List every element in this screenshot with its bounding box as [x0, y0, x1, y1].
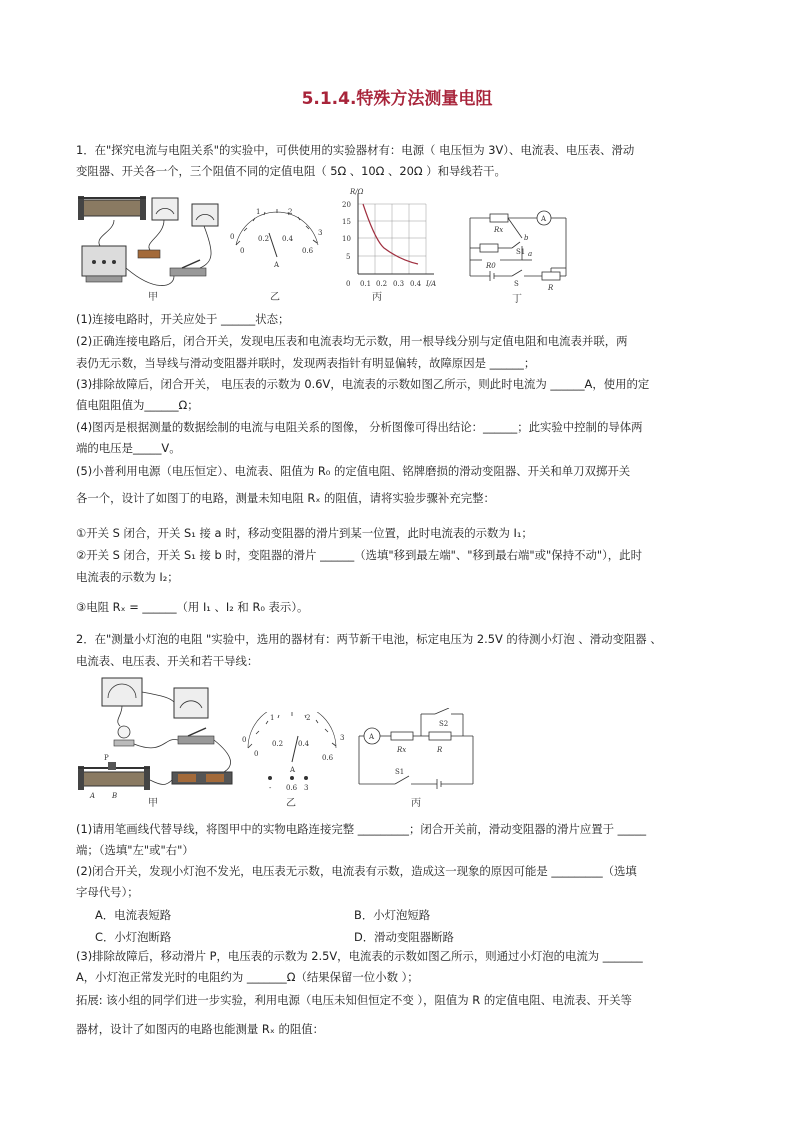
q1-graph-xtick: 0: [346, 280, 351, 288]
q2-circuit-r-label: R: [437, 746, 443, 754]
q2-extension-line-1: 拓展: 该小组的同学们进一步实验，利用电源（电压未知但恒定不变 ），阻值为 R 的定值电阻、电流表、开关等: [76, 993, 632, 1007]
q2-apparatus-p-label: P: [104, 754, 109, 762]
q1-fig-label-ding: 丁: [512, 294, 522, 305]
q1-step-3: ③电阻 Rₓ = ______（用 I₁ 、I₂ 和 R₀ 表示）。: [76, 600, 309, 614]
q1-part-5-line-1: (5)小普利用电源（电压恒定）、电流表、阻值为 R₀ 的定值电阻、铭牌磨损的滑动变阻器、开关和单刀双掷开关: [76, 464, 631, 478]
q2-circuit-s2-label: S2: [439, 720, 449, 728]
q1-graph-xtick: 0.4: [410, 280, 422, 288]
q1-meter-tick-0: 0: [230, 233, 235, 241]
q1-meter-tick-3: 3: [318, 229, 323, 237]
q2-meter-unit: A: [290, 766, 296, 774]
q2-fig-label-bing: 丙: [411, 798, 421, 809]
q2-meter-terminal: -: [269, 784, 272, 792]
q1-part-2-line-1: (2)正确连接电路后，闭合开关，发现电压表和电流表均无示数，用一根导线分别与定值电阻和电流表并联，两: [76, 334, 628, 348]
q2-stem-line-1: 2．在"测量小灯泡的电阻 "实验中，选用的器材有：两节新干电池，标定电压为 2.5V 的待测小灯泡 、滑动变阻器 、: [76, 632, 662, 646]
q1-part-4-line-2: 端的电压是_____V。: [76, 441, 181, 455]
q1-step-2-line-2: 电流表的示数为 I₂；: [76, 570, 179, 584]
q2-fig-label-yi: 乙: [286, 798, 296, 809]
q2-part-3-line-1: (3)排除故障后，移动滑片 P，电压表的示数为 2.5V，电流表的示数如图乙所示，则通过小灯泡的电流为 _______: [76, 949, 643, 963]
q1-meter-tick-1: 1: [256, 208, 261, 216]
q2-circuit-ammeter-label: A: [369, 733, 375, 741]
q1-circuit-s-label: S: [514, 280, 519, 288]
q2-figure-ammeter: [236, 712, 350, 810]
q2-part-2-line-1: (2)闭合开关，发现小灯泡不发光，电压表无示数，电流表有示数，造成这一现象的原因可能是 _________（选填: [76, 864, 637, 878]
q2-meter-tick-1: 1: [270, 714, 275, 722]
q1-graph-ytick: 20: [342, 201, 351, 209]
q2-meter-tick-m06: 0.6: [322, 754, 334, 762]
q2-figure-apparatus: [74, 676, 246, 810]
q2-option-a: A．电流表短路: [95, 908, 172, 922]
q2-stem-line-2: 电流表、电压表、开关和若干导线：: [76, 654, 259, 668]
q1-circuit-a-label: a: [528, 250, 533, 258]
q2-option-d: D．滑动变阻器断路: [354, 930, 454, 944]
q1-circuit-ammeter-label: A: [541, 215, 547, 223]
q2-apparatus-a-label: A: [90, 792, 96, 800]
q1-part-4-line-1: (4)图丙是根据测量的数据绘制的电流与电阻关系的图像， 分析图像可得出结论：______；此实验中控制的导体两: [76, 420, 643, 434]
q1-fig-label-yi: 乙: [270, 292, 280, 303]
q1-part-3-line-2: 值电阻阻值为______Ω；: [76, 398, 199, 412]
q1-part-1: (1)连接电路时，开关应处于 ______状态；: [76, 312, 290, 326]
q1-figure-circuit: [462, 206, 578, 306]
q2-meter-tick-m02: 0.2: [272, 740, 284, 748]
q2-meter-terminal: 0.6: [286, 784, 298, 792]
q1-meter-tick-m04: 0.4: [282, 235, 294, 243]
q1-fig-label-jia: 甲: [148, 292, 158, 303]
q1-circuit-s1-label: S1: [516, 248, 526, 256]
q2-meter-tick-m0: 0: [254, 750, 259, 758]
q1-meter-tick-m02: 0.2: [258, 235, 270, 243]
q1-graph-ylabel: R/Ω: [350, 188, 364, 196]
q2-fig-label-jia: 甲: [148, 798, 158, 809]
q1-graph-xtick: 0.3: [393, 280, 405, 288]
q1-step-2-line-1: ②开关 S 闭合，开关 S₁ 接 b 时，变阻器的滑片 ______（选填"移到最左端"、"移到最右端"或"保持不动"），此时: [76, 548, 642, 562]
q2-part-3-line-2: A，小灯泡正常发光时的电阻约为 _______Ω（结果保留一位小数 ）；: [76, 970, 419, 984]
q1-graph-xtick: 0.1: [360, 280, 372, 288]
q2-meter-tick-3: 3: [340, 734, 345, 742]
q1-meter-tick-m06: 0.6: [302, 247, 314, 255]
q1-figure-graph: [330, 188, 442, 306]
q1-graph-xtick: 0.2: [376, 280, 388, 288]
q1-graph-ytick: 5: [346, 253, 351, 261]
q2-circuit-s1-label: S1: [395, 768, 405, 776]
q1-figure-ammeter: [226, 205, 328, 305]
q2-apparatus-b-label: B: [112, 792, 118, 800]
q1-fig-label-bing: 丙: [372, 292, 382, 303]
q2-meter-tick-0: 0: [242, 736, 247, 744]
q1-graph-ytick: 10: [342, 235, 351, 243]
q2-extension-line-2: 器材，设计了如图丙的电路也能测量 Rₓ 的阻值：: [76, 1022, 325, 1036]
q1-part-5-line-2: 各一个，设计了如图丁的电路，测量未知电阻 Rₓ 的阻值，请将实验步骤补充完整：: [76, 491, 495, 505]
q1-meter-unit: A: [274, 261, 280, 269]
q1-step-1: ①开关 S 闭合，开关 S₁ 接 a 时，移动变阻器的滑片到某一位置，此时电流表的示数为 I₁；: [76, 526, 533, 540]
q2-option-c: C．小灯泡断路: [95, 930, 172, 944]
q2-circuit-rx-label: Rx: [397, 746, 407, 754]
page-title: 5.1.4.特殊方法测量电阻: [301, 89, 493, 109]
q1-part-3-line-1: (3)排除故障后，闭合开关， 电压表的示数为 0.6V，电流表的示数如图乙所示，则此时电流为 ______A，使用的定: [76, 377, 650, 391]
q1-stem-line-1: 1．在"探究电流与电阻关系"的实验中，可供使用的实验器材有：电源（ 电压恒为 3V）、电流表、电压表、滑动: [76, 143, 635, 157]
q1-meter-tick-m0: 0: [240, 247, 245, 255]
q1-meter-tick-2: 2: [288, 208, 293, 216]
q1-circuit-r0-label: R0: [486, 262, 496, 270]
q2-meter-terminal: 3: [304, 784, 309, 792]
q2-option-b: B．小灯泡短路: [354, 908, 431, 922]
q2-part-1-line-2: 端；（选填"左"或"右"）: [76, 843, 194, 857]
q1-circuit-rx-label: Rx: [494, 226, 504, 234]
q1-graph-xlabel: I/A: [426, 280, 437, 288]
q1-part-2-line-2: 表仍无示数，当导线与滑动变阻器并联时，发现两表指针有明显偏转，故障原因是 ______；: [76, 356, 536, 370]
q2-figure-circuit: [355, 708, 481, 810]
q2-meter-tick-2: 2: [306, 714, 311, 722]
q2-part-1-line-1: (1)请用笔画线代替导线，将图甲中的实物电路连接完整 _________；闭合开关前，滑动变阻器的滑片应置于 _____: [76, 822, 647, 836]
q1-figure-apparatus: [74, 192, 234, 304]
q2-meter-tick-m04: 0.4: [298, 740, 310, 748]
q1-graph-ytick: 15: [342, 218, 351, 226]
q1-stem-line-2: 变阻器、开关各一个，三个阻值不同的定值电阻（ 5Ω 、10Ω 、20Ω ）和导线若干。: [76, 164, 506, 178]
q1-circuit-r-label: R: [548, 284, 554, 292]
q2-part-2-line-2: 字母代号）；: [76, 885, 139, 899]
q1-circuit-b-label: b: [524, 234, 529, 242]
